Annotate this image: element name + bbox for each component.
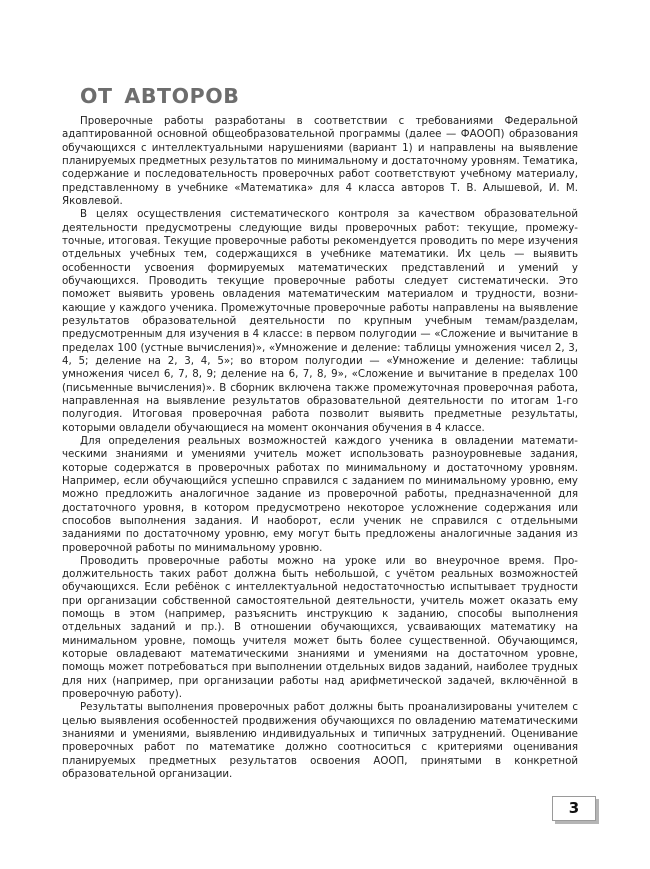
paragraph-intro: Проверочные работы разработаны в соответствии с требованиями Федеральной адаптированной основной общеобразовательной программы (далее — ФАООП) образования обучающихся с интеллектуальными нарушениями (вариант 1) и направлены на выявление планируемых предметных результатов по минимальному и достаточному уровням. Тематика, содержание и последовательность проверочных работ соответствуют учебному материалу, представленному в учебнике «Математика» для 4 класса авторов Т. В. Алышевой, И. М. Яковлевой. [62,115,578,207]
page-title: ОТ АВТОРОВ [80,84,240,108]
paragraph-control-types: В целях осуществления систематического контроля за качеством образовательной деятельности предусмотрены следующие виды проверочных работ: текущие, промежуточные, итоговая. Текущие проверочные работы рекомендуется проводить по мере изучения отдельных учебных тем, содержащихся в учебнике математики. Их цель — выявить особенности усвоения формируемых математических представлений и умений у обучающихся. Проводить текущие проверочные работы следует систематически. Это поможет выявить уровень овладения математическим материалом и трудности, возникающие у каждого ученика. Промежуточные проверочные работы направлены на выявление результатов образовательной деятельности по крупным учебным темам/разделам, предусмотренным для изучения в 4 классе: в первом полугодии — «Сложение и вычитание в пределах 100 (устные вычисления)», «Умножение и деление: таблицы умножения чисел 2, 3, 4, 5; деление на 2, 3, 4, 5»; во втором полугодии — «Умножение и деление: таблицы умножения чисел 6, 7, 8, 9; деление на 6, 7, 8, 9», «Сложение и вычитание в пределах 100 (письменные вычисления)». В сборник включена также промежуточная проверочная работа, направленная на выявление результатов образовательной деятельности по итогам 1-го полугодия. Итоговая проверочная работа позволит выявить предметные результаты, которыми овладели обучающиеся на момент окончания обучения в 4 классе. [62,208,578,434]
paragraph-results-analysis: Результаты выполнения проверочных работ должны быть проанализированы учителем с целью выявления особенностей продвижения обучающихся по овладению математическими знаниями и умениями, выявлению индивидуальных и типичных затруднений. Оценивание проверочных работ по математике должно соотноситься с критериями оценивания планируемых предметных результатов освоения АООП, принятыми в конкретной образовательной организации. [62,701,578,781]
paragraph-conducting-work: Проводить проверочные работы можно на уроке или во внеурочное время. Продолжительность таких работ должна быть небольшой, с учётом реальных возможностей обучающихся. Если ребёнок с интеллектуальной недостаточностью испытывает трудности при организации собственной самостоятельной деятельности, учитель может оказать ему помощь в этом (например, разъяснить инструкцию к заданию, способы выполнения отдельных заданий и пр.). В отношении обучающихся, усваивающих математику на минимальном уровне, помощь учителя может быть более существенной. Обучающимся, которые овладевают математическими знаниями и умениями на достаточном уровне, помощь может потребоваться при выполнении отдельных видов заданий, наиболее трудных для них (например, при организации работы над арифметической задачей, включённой в проверочную работу). [62,554,578,701]
body-text [62,115,578,781]
page-number-badge: 3 [552,796,596,821]
paragraph-multilevel-tasks: Для определения реальных возможностей каждого ученика в овладении математическими знаниями и умениями учитель может использовать разноуровневые задания, которые содержатся в проверочных работах по минимальному и достаточному уровням. Например, если обучающийся успешно справился с заданием по минимальному уровню, ему можно предложить аналогичное задание из проверочной работы, предназначенной для достаточного уровня, в котором предусмотрено некоторое усложнение содержания или способов выполнения задания. И наоборот, если ученик не справился с отдельными заданиями по достаточному уровню, ему могут быть предложены аналогичные задания из проверочной работы по минимальному уровню. [62,434,578,554]
